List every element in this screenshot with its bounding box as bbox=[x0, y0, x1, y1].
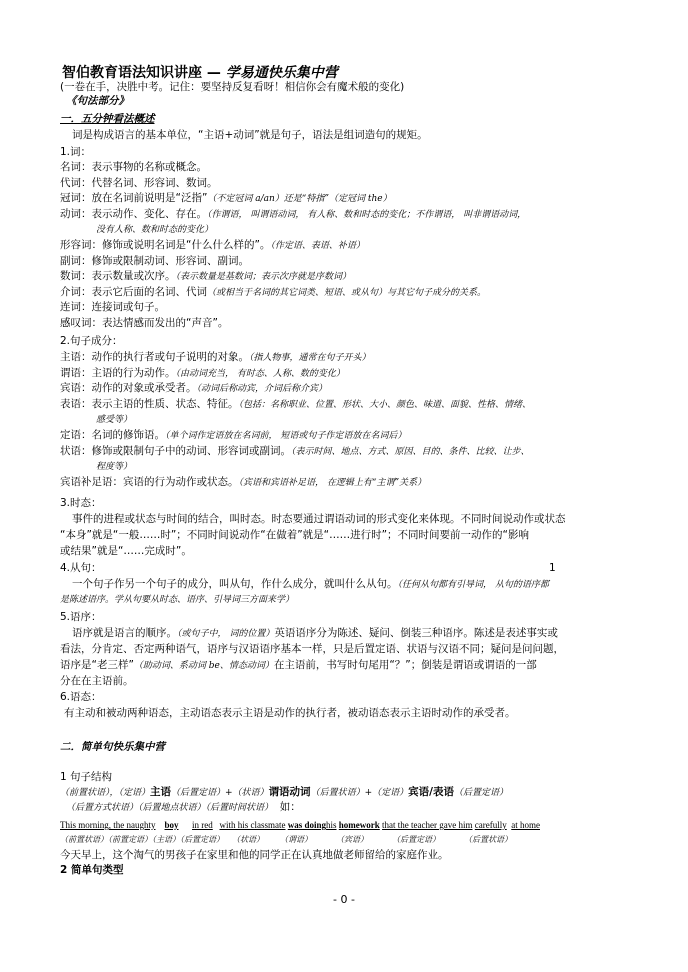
page-number: - 0 - bbox=[333, 893, 355, 906]
example-word: This morning bbox=[60, 820, 109, 830]
order-text: 语序是“老三样” bbox=[60, 659, 134, 671]
order-heading: 5.语序： bbox=[60, 611, 102, 623]
item-text: 谓语：主语的行为动作。 bbox=[60, 366, 176, 379]
clause-note-line: 是陈述语序。学从句要从时态、语序、引导词三方面来学） bbox=[60, 595, 295, 605]
example-word: boy bbox=[164, 820, 179, 830]
list-item bbox=[60, 428, 406, 443]
item-note: 感受等） bbox=[96, 415, 133, 426]
item-note: （作定语、表语、补语） bbox=[270, 241, 365, 251]
order-note: （助动词、系动词 be、情态动词） bbox=[133, 661, 274, 671]
item-text: 连词：连接词或句子。 bbox=[60, 301, 165, 314]
intro-line: (一卷在手，决胜中考。记住：要坚持反复看呀！相信你会有魔术般的变化) bbox=[60, 81, 405, 93]
list-item bbox=[60, 238, 365, 253]
item-note: （不定冠词 a/an）还是“特指”（定冠词 the） bbox=[207, 194, 392, 205]
title-sub: 学易通快乐集中营 bbox=[225, 65, 338, 81]
item-text: 感叹词：表达情感而发出的“声音”。 bbox=[60, 317, 229, 329]
example-word: at home bbox=[511, 820, 540, 830]
example-word: was doing bbox=[287, 820, 327, 830]
item-text: 名词：表示事物的名称或概念。 bbox=[60, 161, 207, 173]
title-main: 智伯教育语法知识讲座 bbox=[62, 65, 202, 81]
example-sentence-cn: 今天早上，这个淘气的男孩子在家里和他的同学正在认真地做老师留给的家庭作业。 bbox=[60, 849, 449, 861]
section-1-heading: 一．五分钟看法概述 bbox=[60, 113, 155, 125]
list-item bbox=[60, 381, 327, 396]
list-item bbox=[60, 444, 530, 459]
tense-line: 事件的进程或状态与时间的结合，叫时态。时态要通过谓语动词的形式变化来体现。不同时间说动作或状态 bbox=[72, 513, 566, 525]
item-note: （宾语和宾语补足语， 在逻辑上有“主谓”关系） bbox=[238, 477, 427, 488]
item-text: 主语：动作的执行者或句子说明的对象。 bbox=[60, 351, 249, 363]
order-line bbox=[60, 674, 134, 688]
example-word: his bbox=[326, 820, 337, 830]
order-rest: 英语语序分为陈述、疑问、倒装三种语序。陈述是表述事实或 bbox=[274, 627, 558, 639]
item-text: 状语：修饰或限制句子中的动词、形容词或副词。 bbox=[60, 444, 291, 457]
order-text: 看法，分肯定、否定两种语气，语序与汉语语序基本一样，只是后置定语、状语与汉语不同；疑问是问问题， bbox=[60, 643, 564, 655]
list-item bbox=[60, 350, 371, 365]
list-item bbox=[60, 160, 207, 174]
example-word: that the teacher gave him bbox=[382, 820, 473, 830]
item-text: 形容词：修饰或说明名词是“什么什么样的”。 bbox=[60, 239, 271, 251]
section-2-heading: 二．简单句快乐集中营 bbox=[60, 741, 165, 753]
structure-line-2 bbox=[66, 800, 301, 815]
list-item bbox=[60, 316, 228, 330]
struct-predicate: 谓语动词 bbox=[268, 786, 311, 798]
struct-part: （后置定语） bbox=[453, 788, 508, 798]
order-line bbox=[60, 642, 564, 656]
struct-part: （后置定语）+（状语） bbox=[171, 788, 269, 798]
item-text: 代词：代替名词、形容词、数词。 bbox=[60, 176, 218, 189]
order-text: 语序就是语言的顺序。 bbox=[72, 627, 177, 639]
order-note: （或句子中， 词的位置） bbox=[177, 629, 275, 639]
list-item bbox=[60, 366, 345, 381]
item-note: （单个词作定语放在名词前， 短语或句子作定语放在名词后） bbox=[165, 431, 407, 441]
clause-marker: 1 bbox=[549, 562, 556, 574]
item-note: （表示时间、地点、方式、原因、目的、条件、比较、让步、 bbox=[291, 446, 530, 457]
tense-line: 或结果”就是“……完成时”。 bbox=[60, 545, 192, 557]
item-text: 宾语补足语：宾语的行为动作或状态。 bbox=[60, 475, 239, 488]
example-word: with his classmate bbox=[219, 820, 286, 830]
tense-line: “本身”就是“一般……时”；不同时间说动作“在做着”就是“……进行时”；不同时间要前一动作的“影响 bbox=[60, 529, 529, 541]
clause-text: 一个句子作另一个句子的成分，叫从句，作什么成分，就叫什么从句。 bbox=[72, 578, 398, 590]
example-word: homework bbox=[338, 820, 380, 830]
words-heading: 1.词： bbox=[60, 146, 92, 158]
order-text: 分在在主语前。 bbox=[60, 675, 134, 687]
example-word: , the naughty bbox=[108, 820, 156, 830]
order-line bbox=[72, 626, 558, 641]
structure-heading: 1 句子结构 bbox=[60, 771, 113, 783]
list-item bbox=[60, 269, 351, 284]
example-sentence-en bbox=[60, 818, 540, 832]
list-item bbox=[60, 397, 531, 412]
item-note: （或相当于名词的其它词类、短语、或从句）与其它句子成分的关系。 bbox=[207, 287, 487, 298]
voice-line: 有主动和被动两种语态，主动语态表示主语是动作的执行者，被动语态表示主语时动作的承受者。 bbox=[64, 707, 516, 719]
item-note: （动词后称动宾，介词后称介宾） bbox=[196, 384, 328, 395]
list-item bbox=[96, 222, 213, 237]
item-note: （表示数量是基数词；表示次序就是序数词） bbox=[175, 272, 352, 283]
item-text: 表语：表示主语的性质、状态、特征。 bbox=[60, 397, 239, 410]
struct-part: （前置状语），（定语） bbox=[60, 788, 151, 798]
item-note: （包括：名称职业、位置、形状、大小、颜色、味道、面貌、性格、情绪、 bbox=[238, 399, 532, 410]
struct-subject: 主语 bbox=[150, 786, 172, 798]
list-item bbox=[60, 475, 426, 490]
list-item bbox=[60, 191, 392, 206]
clause-note: （任何从句都有引导词， 从句的语序都 bbox=[397, 580, 549, 590]
struct-part: （后置状语）+（定语） bbox=[310, 788, 409, 798]
item-text: 冠词：放在名词前说明是“泛指” bbox=[60, 192, 208, 205]
voice-heading: 6.语态： bbox=[60, 691, 102, 703]
item-text: 数词：表示数量或次序。 bbox=[60, 270, 176, 283]
item-text: 动词：表示动作、变化、存在。 bbox=[60, 207, 207, 220]
list-item bbox=[60, 176, 218, 190]
item-text: 宾语：动作的对象或承受者。 bbox=[60, 382, 197, 395]
structure-line-1 bbox=[60, 785, 508, 800]
item-note: 没有人称、数和时态的变化） bbox=[96, 225, 214, 236]
list-item bbox=[96, 412, 132, 427]
components-heading: 2.句子成分： bbox=[60, 335, 123, 347]
struct-example-label: 如： bbox=[279, 801, 301, 813]
part-heading: 《句法部分》 bbox=[66, 95, 129, 107]
struct-part: （后置方式状语）（后置地点状语）（后置时间状语） bbox=[66, 803, 274, 813]
list-item bbox=[96, 459, 132, 474]
clause-line bbox=[72, 577, 549, 592]
order-rest: 在主语前，书写时句尾用“？”；倒装是谓语或谓语的一部 bbox=[273, 659, 537, 671]
item-text: 介词：表示它后面的名词、代词 bbox=[60, 285, 207, 298]
types-heading: 2 简单句类型 bbox=[60, 864, 124, 876]
list-item bbox=[60, 254, 249, 268]
list-item bbox=[60, 207, 526, 222]
item-text: 副词：修饰或限制动词、形容词、副词。 bbox=[60, 254, 249, 267]
item-note: （由动词充当， 有时态、人称、数的变化） bbox=[175, 368, 345, 379]
struct-object: 宾语/表语 bbox=[408, 786, 454, 798]
section-1-intro: 词是构成语言的基本单位，“主语+动词”就是句子，语法是组词造句的规矩。 bbox=[72, 129, 428, 141]
clause-heading: 4.从句： bbox=[60, 562, 102, 574]
item-note: （作谓语， 叫谓语动词， 有人称、数和时态的变化；不作谓语， 叫非谓语动词， bbox=[207, 209, 527, 220]
tense-heading: 3.时态： bbox=[60, 497, 102, 509]
list-item bbox=[60, 300, 165, 314]
example-labels: （前置状语）（前置定语）（主语）（后置定语） （状语） （谓语） （宾语） （后置定语） （后置状语） bbox=[60, 835, 512, 844]
example-word: in red bbox=[192, 820, 213, 830]
item-note: 程度等） bbox=[96, 462, 133, 473]
example-word: carefully bbox=[474, 820, 507, 830]
title-dash: — bbox=[206, 65, 221, 81]
order-line bbox=[60, 658, 537, 673]
list-item bbox=[60, 285, 486, 300]
item-text: 定语：名词的修饰语。 bbox=[60, 429, 165, 441]
item-note: （指人物事，通常在句子开头） bbox=[249, 353, 371, 363]
page-title bbox=[62, 62, 338, 82]
